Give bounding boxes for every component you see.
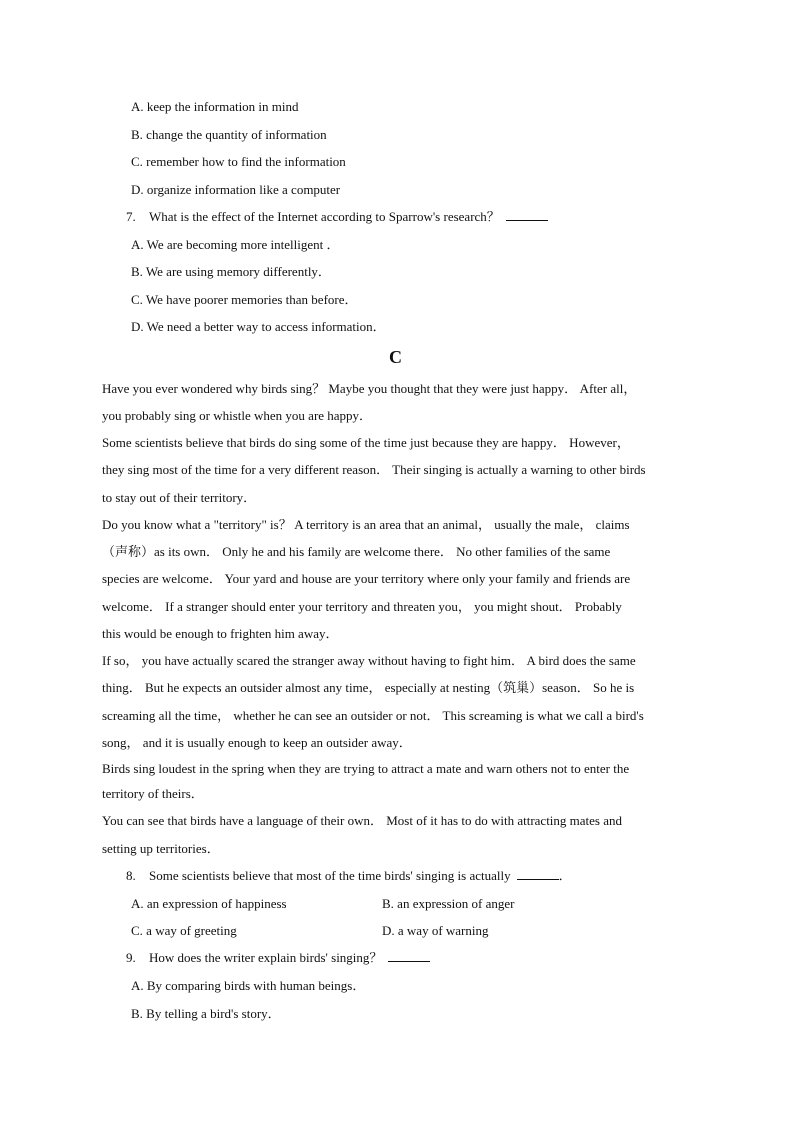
q6-option-b: B. change the quantity of information xyxy=(131,127,327,142)
passage-line: territory of theirs． xyxy=(102,786,204,801)
q6-option-c: C. remember how to find the information xyxy=(131,154,346,169)
passage-line: to stay out of their territory． xyxy=(102,490,257,505)
passage-line: song， and it is usually enough to keep an outsider away． xyxy=(102,735,412,750)
q7-stem xyxy=(126,209,548,225)
q9-option-b: B. By telling a bird's story． xyxy=(131,1006,281,1021)
q7-option-b: B. We are using memory differently． xyxy=(131,264,331,279)
passage-line: If so， you have actually scared the stranger away without having to fight him． A bird does the same xyxy=(102,653,636,668)
q8-option-b: B. an expression of anger xyxy=(382,896,515,911)
q9-stem xyxy=(126,950,430,966)
passage-line: Have you ever wondered why birds sing？ Maybe you thought that they were just happy． After all， xyxy=(102,381,637,396)
q7-option-d: D. We need a better way to access information． xyxy=(131,319,386,334)
q6-option-d: D. organize information like a computer xyxy=(131,182,341,197)
q9-number: 9. xyxy=(126,950,136,965)
passage-line: Birds sing loudest in the spring when they are trying to attract a mate and warn others not to enter the xyxy=(102,761,630,776)
passage-line: thing． But he expects an outsider almost any time， especially at nesting（筑巢）season． So he is xyxy=(102,680,635,695)
q7-text: What is the effect of the Internet according to Sparrow's research？ xyxy=(149,209,500,224)
section-heading: C xyxy=(389,347,402,367)
q8-number: 8. xyxy=(126,868,136,883)
q8-option-a: A. an expression of happiness xyxy=(131,896,287,911)
passage-line: screaming all the time， whether he can see an outsider or not． This screaming is what we call a bird's xyxy=(102,708,644,723)
passage-line: this would be enough to frighten him away． xyxy=(102,626,339,641)
q8-option-c: C. a way of greeting xyxy=(131,923,237,938)
passage-line: Do you know what a "territory" is？ A territory is an area that an animal， usually the male， claims xyxy=(102,517,630,532)
passage-line: you probably sing or whistle when you are happy． xyxy=(102,408,373,423)
q8-stem xyxy=(126,868,572,884)
q7-option-a: A. We are becoming more intelligent ． xyxy=(131,237,340,252)
passage-line: they sing most of the time for a very different reason． Their singing is actually a warning to other birds xyxy=(102,462,646,477)
q7-number: 7. xyxy=(126,209,136,224)
q7-option-c: C. We have poorer memories than before． xyxy=(131,292,358,307)
q8-end: ． xyxy=(558,868,572,883)
q8-answer-blank[interactable] xyxy=(517,868,559,880)
q6-option-a: A. keep the information in mind xyxy=(131,99,299,114)
q7-answer-blank[interactable] xyxy=(506,209,548,221)
q8-text: Some scientists believe that most of the time birds' singing is actually xyxy=(149,868,511,883)
q9-answer-blank[interactable] xyxy=(388,950,430,962)
passage-line: species are welcome． Your yard and house are your territory where only your family and friends are xyxy=(102,571,631,586)
q9-text: How does the writer explain birds' singing？ xyxy=(149,950,383,965)
q8-option-d: D. a way of warning xyxy=(382,923,489,938)
passage-line: welcome． If a stranger should enter your territory and threaten you， you might shout． Probably xyxy=(102,599,622,614)
passage-line: （声称）as its own． Only he and his family are welcome there． No other families of the same xyxy=(102,544,611,559)
passage-line: Some scientists believe that birds do sing some of the time just because they are happy． However， xyxy=(102,435,630,450)
q9-option-a: A. By comparing birds with human beings． xyxy=(131,978,366,993)
passage-line: You can see that birds have a language of their own． Most of it has to do with attracting mates and xyxy=(102,813,623,828)
passage-line: setting up territories． xyxy=(102,841,220,856)
